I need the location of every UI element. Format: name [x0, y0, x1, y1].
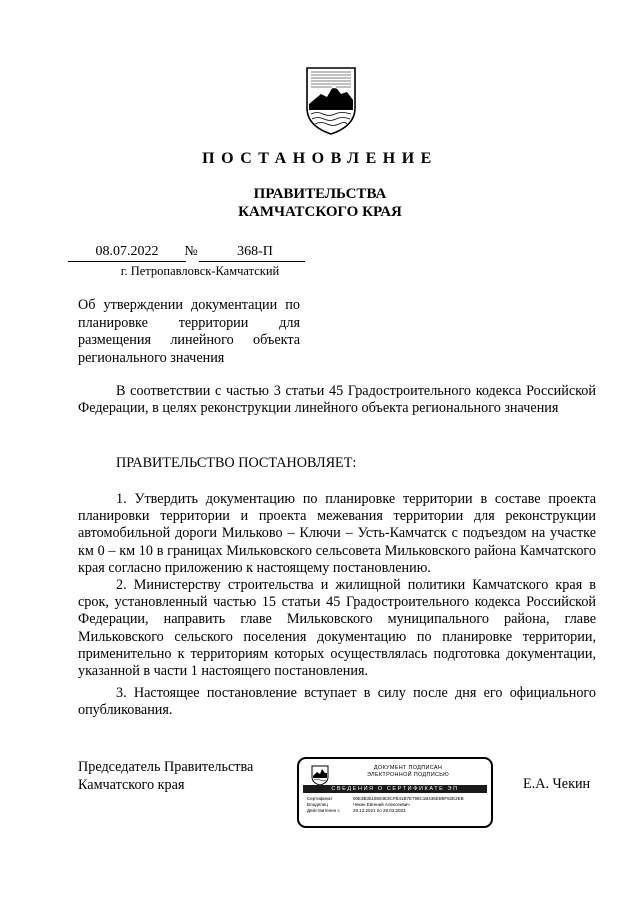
kamchatka-coat-of-arms-icon — [303, 64, 359, 136]
issuer-line-2: КАМЧАТСКОГО КРАЯ — [238, 204, 402, 220]
stamp-row-label: Владелец — [307, 802, 328, 807]
decree-item-2: 2. Министерству строительства и жилищной политики Камчатского края в срок, установленный частью 15 статьи 45 Градостроительного кодекса Российской Федерации, направить главе Мильковского муниципального района, главе Мильковского сельского поселения документацию по планировке территории, применительно к территориям которых осуществлялась подготовка документации, указанной в части 1 настоящего постановления. — [78, 577, 596, 680]
decree-item-3: 3. Настоящее постановление вступает в силу после дня его официального опубликования. — [78, 685, 596, 719]
stamp-bar-text: СВЕДЕНИЯ О СЕРТИФИКАТЕ ЭП — [331, 786, 459, 792]
subject-line: Об утверждении документации по — [78, 297, 300, 313]
date-underline — [68, 261, 186, 262]
signer-position — [78, 758, 253, 794]
coat-of-arms-small-icon — [309, 764, 331, 786]
document-type-title: ПОСТАНОВЛЕНИЕ — [202, 150, 438, 167]
stamp-row-value: 00E3B3518604E3CFB41B7E796C1B436EB8F52E2EB — [353, 796, 464, 801]
stamp-header — [333, 765, 483, 779]
city-label: г. Петропавловск-Камчатский — [120, 264, 280, 278]
signer-position-line: Председатель Правительства — [78, 759, 254, 775]
stamp-row — [307, 808, 405, 814]
stamp-row-label: Сертификат — [307, 796, 333, 801]
signer-name: Е.А. Чекин — [523, 776, 591, 792]
subject-line: размещения линейного объекта — [78, 332, 300, 348]
decree-item-1: 1. Утвердить документацию по планировке территории в составе проекта планировки территории и проекта межевания территории для реконструкции автомобильной дороги Мильково – Ключи – Усть-Камчатск с подъездом на участке км 0 – км 10 в границах Мильковского сельсовета Мильковского района Камчатского края согласно приложению к настоящему постановлению. — [78, 491, 596, 576]
stamp-row — [307, 796, 464, 802]
number-sign: № — [184, 244, 198, 259]
preamble-paragraph: В соответствии с частью 3 статьи 45 Градостроительного кодекса Российской Федерации, в целях реконструкции линейного объекта регионального значения — [78, 383, 596, 417]
signer-position-line: Камчатского края — [78, 777, 185, 793]
document-number: 368-П — [237, 244, 273, 259]
number-underline — [199, 261, 305, 262]
stamp-row — [307, 802, 410, 808]
decree-heading: ПРАВИТЕЛЬСТВО ПОСТАНОВЛЯЕТ: — [116, 455, 357, 471]
document-subject — [78, 297, 300, 367]
subject-line: регионального значения — [78, 349, 225, 366]
issuer-line-1: ПРАВИТЕЛЬСТВА — [253, 186, 387, 202]
stamp-header-line: ДОКУМЕНТ ПОДПИСАН — [373, 765, 443, 771]
stamp-row-label: Действителен с — [307, 808, 340, 813]
stamp-row-value: 29.12.2021 по 29.03.2023 — [353, 808, 406, 813]
document-date: 08.07.2022 — [95, 244, 159, 259]
stamp-row-value: Чекин Евгений Алексеевич — [353, 802, 410, 807]
subject-line: планировке территории для — [78, 314, 300, 331]
electronic-signature-stamp — [297, 757, 493, 828]
stamp-header-line: ЭЛЕКТРОННОЙ ПОДПИСЬЮ — [366, 772, 450, 778]
